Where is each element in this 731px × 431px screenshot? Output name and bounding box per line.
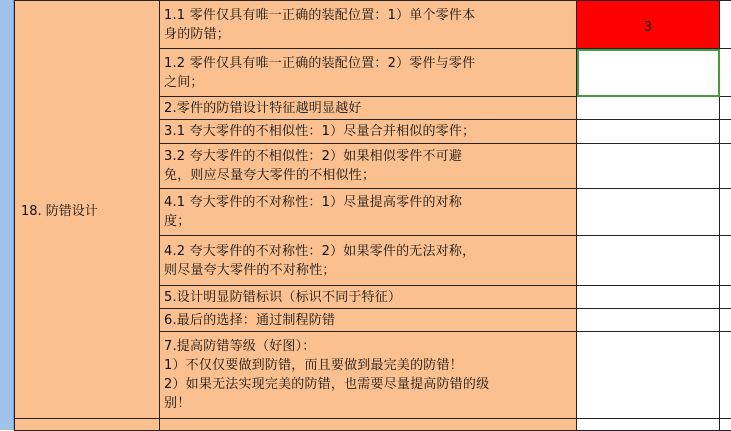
empty-cell[interactable]	[720, 286, 731, 309]
item-line: 6.最后的选择：通过制程防错	[164, 311, 572, 330]
empty-cell[interactable]	[720, 97, 731, 120]
empty-cell[interactable]	[720, 1, 731, 49]
empty-cell[interactable]	[720, 332, 731, 419]
item-cell[interactable]	[160, 236, 577, 286]
item-cell[interactable]	[160, 1, 577, 49]
empty-cell[interactable]	[720, 309, 731, 332]
score-cell[interactable]	[577, 286, 720, 309]
score-cell[interactable]	[577, 120, 720, 144]
item-line: 2.零件的防错设计特征越明显越好	[164, 99, 572, 118]
score-cell[interactable]	[577, 144, 720, 189]
item-line: 5.设计明显防错标识（标识不同于特征）	[164, 288, 572, 307]
item-line: 4.2 夸大零件的不对称性：2）如果零件的无法对称，	[164, 242, 572, 261]
item-line: 则尽量夸大零件的不对称性；	[164, 261, 572, 280]
score-cell[interactable]	[577, 236, 720, 286]
next-item-cell[interactable]	[160, 419, 577, 431]
category-label: 18. 防错设计	[21, 204, 98, 219]
category-cell[interactable]	[15, 1, 160, 419]
score-cell[interactable]	[577, 49, 720, 97]
item-line: 7.提高防错等级（好图）：	[164, 337, 572, 356]
score-cell[interactable]	[577, 1, 720, 49]
empty-cell[interactable]	[720, 236, 731, 286]
item-line: 2）如果无法实现完美的防错，也需要尽量提高防错的级	[164, 375, 572, 394]
item-cell[interactable]	[160, 309, 577, 332]
item-line: 3.1 夸大零件的不相似性：1）尽量合并相似的零件；	[164, 122, 572, 141]
item-cell[interactable]	[160, 286, 577, 309]
item-line: 1.1 零件仅具有唯一正确的装配位置：1）单个零件本	[164, 6, 572, 25]
score-cell[interactable]	[577, 309, 720, 332]
next-category-cell[interactable]	[15, 419, 160, 431]
item-cell[interactable]	[160, 97, 577, 120]
empty-cell[interactable]	[720, 144, 731, 189]
score-value: 3	[644, 20, 652, 35]
item-line: 4.1 夸大零件的不对称性：1）尽量提高零件的对称	[164, 193, 572, 212]
empty-cell[interactable]	[720, 419, 731, 431]
item-line: 3.2 夸大零件的不相似性：2）如果相似零件不可避	[164, 147, 572, 166]
item-cell[interactable]	[160, 332, 577, 419]
item-line: 身的防错；	[164, 25, 572, 44]
item-line: 度；	[164, 212, 572, 231]
item-cell[interactable]	[160, 49, 577, 97]
empty-cell[interactable]	[720, 49, 731, 97]
next-score-cell[interactable]	[577, 419, 720, 431]
spreadsheet-grid	[14, 0, 731, 431]
empty-cell[interactable]	[720, 189, 731, 236]
row-header-strip	[0, 0, 14, 430]
item-line: 之间；	[164, 73, 572, 92]
score-cell[interactable]	[577, 332, 720, 419]
empty-cell[interactable]	[720, 120, 731, 144]
item-line: 1）不仅仅要做到防错，而且要做到最完美的防错！	[164, 356, 572, 375]
item-cell[interactable]	[160, 144, 577, 189]
item-line: 别！	[164, 394, 572, 413]
item-cell[interactable]	[160, 120, 577, 144]
item-line: 1.2 零件仅具有唯一正确的装配位置：2）零件与零件	[164, 54, 572, 73]
score-cell[interactable]	[577, 189, 720, 236]
score-cell[interactable]	[577, 97, 720, 120]
item-cell[interactable]	[160, 189, 577, 236]
item-line: 免，则应尽量夸大零件的不相似性；	[164, 166, 572, 185]
